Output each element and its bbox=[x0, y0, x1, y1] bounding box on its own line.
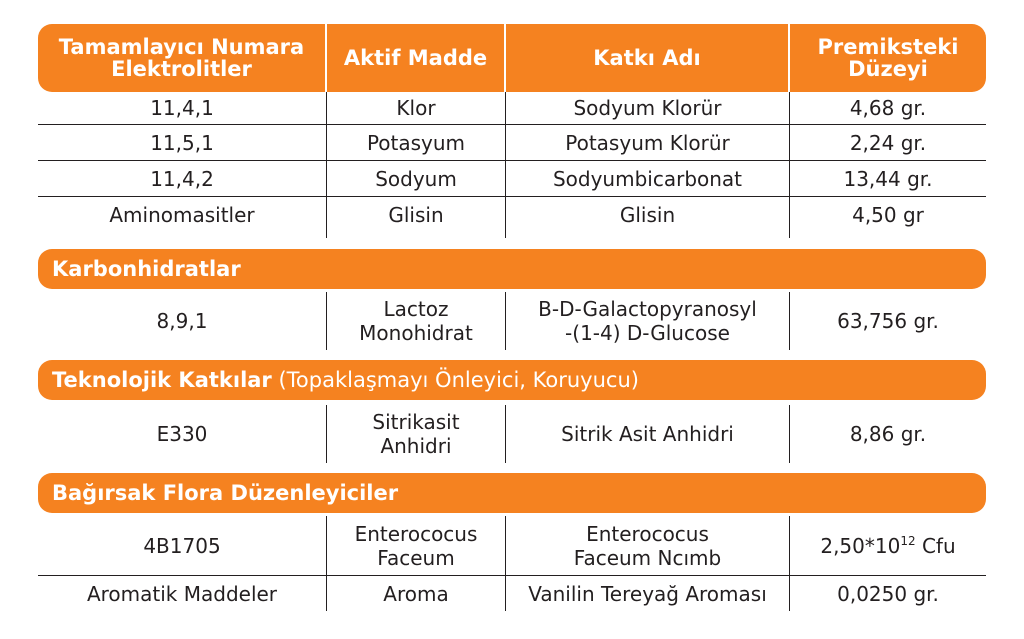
cell-active: Sitrikasit Anhidri bbox=[372, 410, 460, 458]
header-number: Tamamlayıcı Numara Elektrolitler bbox=[58, 35, 305, 81]
cell-number: 11,5,1 bbox=[150, 130, 214, 155]
cell-level: 13,44 gr. bbox=[843, 166, 933, 191]
cell-number: Aromatik Maddeler bbox=[86, 582, 278, 606]
header-active: Aktif Madde bbox=[343, 46, 488, 70]
cell-number: Aminomasitler bbox=[109, 203, 255, 227]
section-title-technological: Teknolojik Katkılar (Topaklaşmayı Önleyici, Koruyucu) bbox=[52, 368, 639, 392]
cell-active: Lactoz Monohidrat bbox=[359, 297, 473, 345]
cell-additive: Enterococus Faceum Ncımb bbox=[573, 521, 722, 570]
cell-additive: Sitrik Asit Anhidri bbox=[561, 422, 734, 446]
cell-number: 11,4,2 bbox=[150, 166, 214, 191]
cell-active: Klor bbox=[396, 96, 436, 120]
cell-active: Potasyum bbox=[366, 130, 466, 155]
section-title-carbohydrates: Karbonhidratlar bbox=[52, 257, 241, 281]
cell-additive: B-D-Galactopyranosyl -(1-4) D-Glucose bbox=[538, 297, 757, 345]
cell-additive: Sodyum Klorür bbox=[573, 96, 722, 120]
cell-active: Enterococus Faceum bbox=[354, 521, 478, 570]
cell-number: 8,9,1 bbox=[156, 309, 208, 333]
cell-level: 0,0250 gr. bbox=[837, 582, 939, 606]
section-title-flora: Bağırsak Flora Düzenleyiciler bbox=[52, 481, 399, 505]
cell-level: $2,50*10^{12}$ Cfu bbox=[820, 533, 956, 558]
cell-level: 63,756 gr. bbox=[837, 309, 939, 333]
cell-level: 2,24 gr. bbox=[849, 130, 927, 155]
cell-number: 11,4,1 bbox=[150, 96, 214, 120]
cell-level: 4,50 gr bbox=[852, 203, 924, 227]
cell-active: Sodyum bbox=[375, 166, 457, 191]
section-subtitle: (Topaklaşmayı Önleyici, Koruyucu) bbox=[278, 368, 639, 392]
cell-additive: Sodyumbicarbonat bbox=[552, 166, 743, 191]
cell-additive: Glisin bbox=[619, 203, 676, 227]
cell-number: 4B1705 bbox=[143, 533, 221, 558]
cell-level: 8,86 gr. bbox=[849, 422, 927, 446]
cell-additive: Potasyum Klorür bbox=[565, 130, 730, 155]
cell-active: Glisin bbox=[388, 203, 444, 227]
cell-active: Aroma bbox=[383, 582, 449, 606]
header-level: Premiksteki Düzeyi bbox=[817, 35, 959, 81]
cell-number: E330 bbox=[156, 422, 208, 446]
cell-level: 4,68 gr. bbox=[849, 96, 927, 120]
cell-additive: Vanilin Tereyağ Aroması bbox=[528, 582, 767, 606]
header-additive: Katkı Adı bbox=[593, 46, 701, 70]
